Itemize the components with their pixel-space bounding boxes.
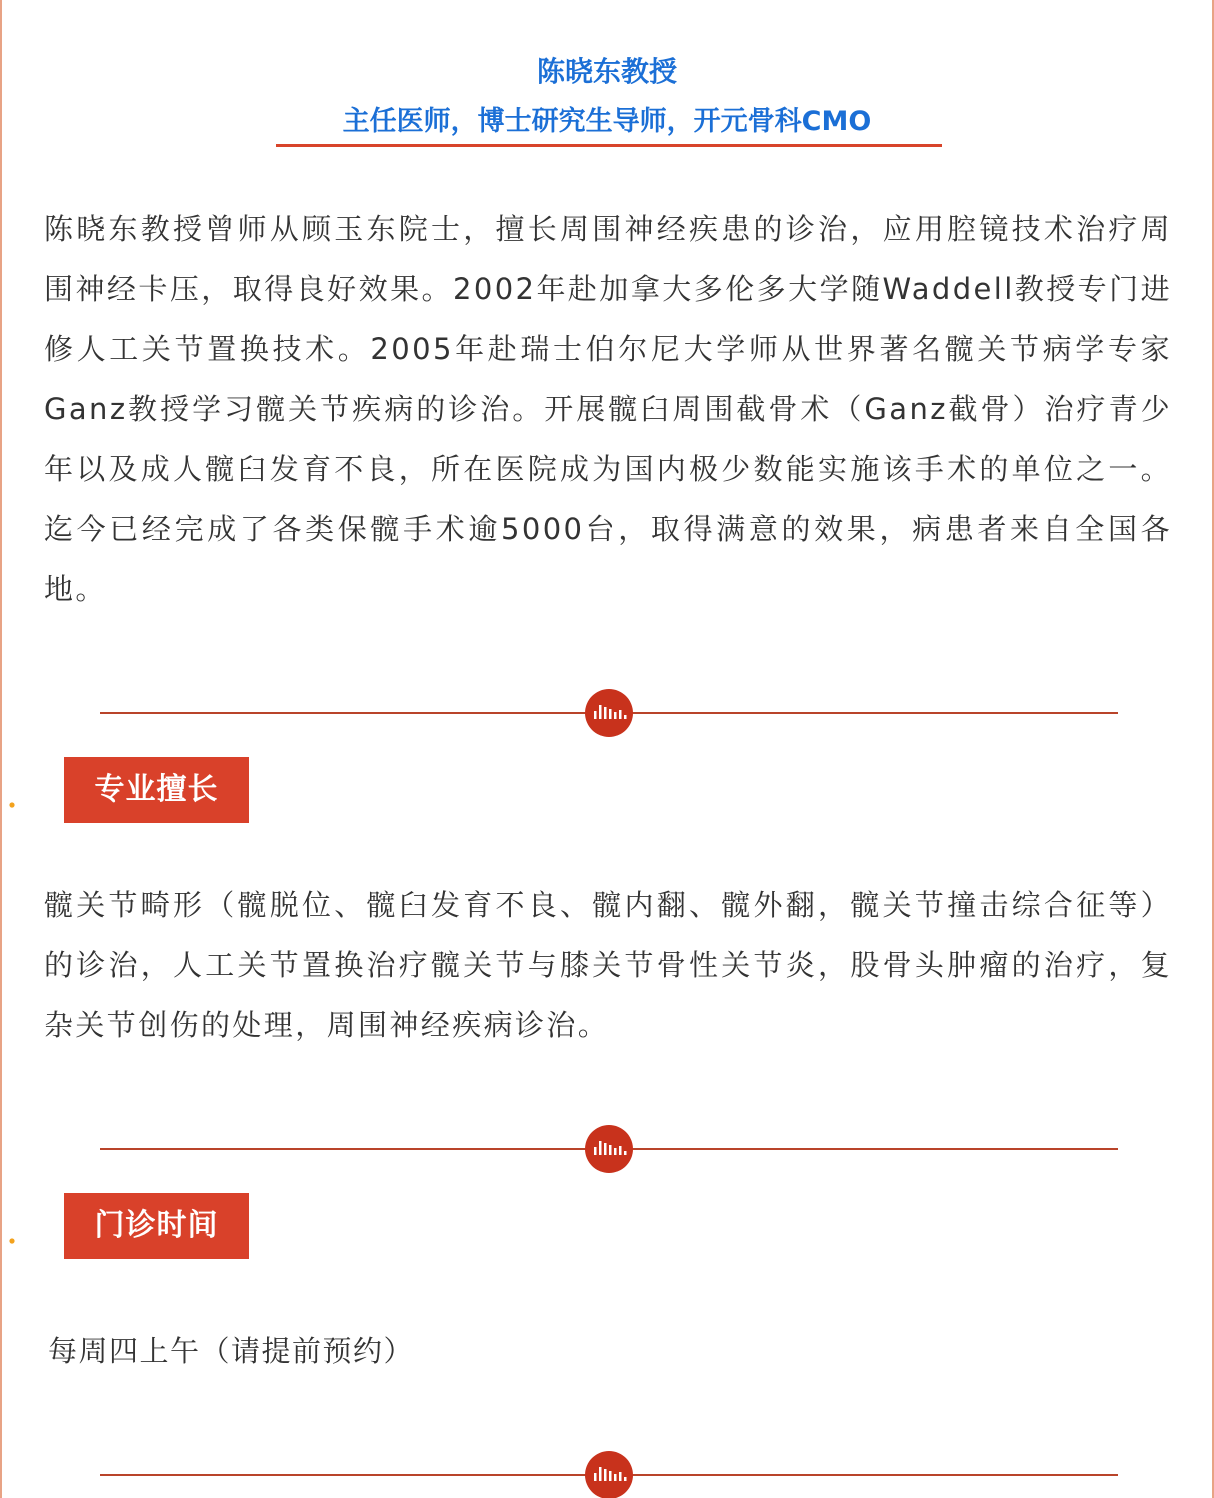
- audio-wave-icon: [585, 689, 633, 737]
- section-divider: [100, 688, 1118, 738]
- specialty-label: 专业擅长: [64, 757, 249, 823]
- orange-dot-icon: [9, 793, 16, 799]
- doctor-name: 陈晓东教授: [536, 55, 677, 88]
- specialty-paragraph: 髋关节畸形（髋脱位、髋臼发育不良、髋内翻、髋外翻，髋关节撞击综合征等）的诊治，人工关节置换治疗髋关节与膝关节骨性关节炎，股骨头肿瘤的治疗，复杂关节创伤的处理，周围神经疾病诊治。: [44, 888, 1172, 1042]
- clinic-hours-text: 每周四上午（请提前预约）: [48, 1334, 415, 1368]
- section-divider: [100, 1124, 1118, 1174]
- title-underline: [276, 144, 942, 147]
- audio-wave-icon: [585, 1125, 633, 1173]
- section-divider: [100, 1450, 1118, 1498]
- bio-paragraph: 陈晓东教授曾师从顾玉东院士，擅长周围神经疾患的诊治，应用腔镜技术治疗周围神经卡压，取得良好效果。2002年赴加拿大多伦多大学随Waddell教授专门进修人工关节置换技术。2005年赴瑞士伯尔尼大学师从世界著名髋关节病学专家Ganz教授学习髋关节疾病的诊治。开展髋臼周围截骨术（Ganz截骨）治疗青少年以及成人髋臼发育不良，所在医院成为国内极少数能实施该手术的单位之一。迄今已经完成了各类保髋手术逾5000台，取得满意的效果，病患者来自全国各地。: [44, 212, 1172, 606]
- orange-dot-icon: [9, 1229, 16, 1235]
- audio-wave-icon: [585, 1451, 633, 1498]
- doctor-title: 主任医师，博士研究生导师，开元骨科CMO: [342, 106, 872, 137]
- clinic-hours-label: 门诊时间: [64, 1193, 249, 1259]
